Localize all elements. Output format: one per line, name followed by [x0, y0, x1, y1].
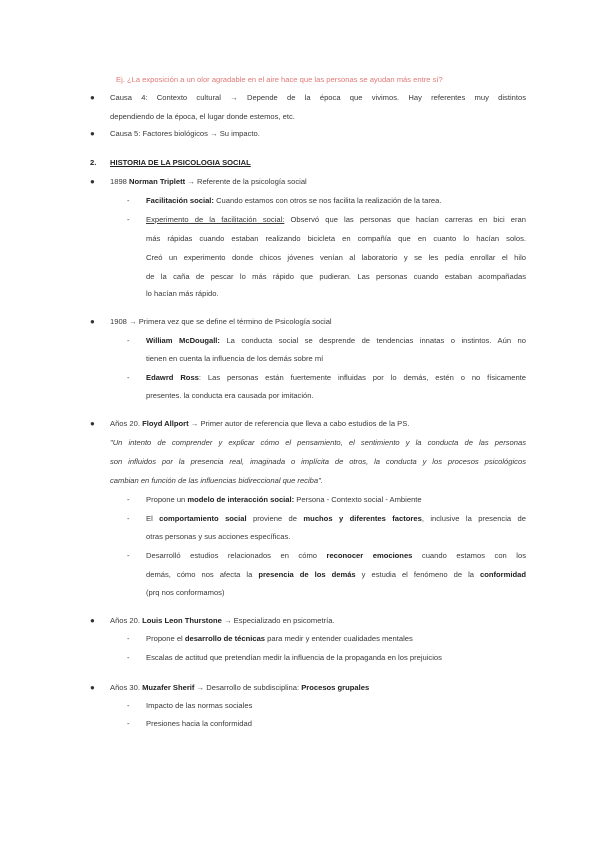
mcdougall-line2: tienen en cuenta la influencia de los demás sobre mí — [146, 354, 324, 363]
section-title: HISTORIA DE LA PSICOLOGIA SOCIAL — [110, 158, 251, 167]
sherif-prefix: Años 30. — [110, 683, 143, 692]
triplett-name: Norman Triplett — [129, 177, 186, 186]
cause4-text: Causa 4: Contexto cultural → Depende de la época que vivimos. Hay referentes muy distintos — [110, 93, 526, 102]
dash-icon: - — [127, 634, 130, 643]
ross-name: Edawrd Ross — [146, 373, 199, 382]
allport-item2-text: El — [146, 514, 160, 523]
experimento-line2: más rápidas cuando estaban realizando bicicleta en compañía que en cuanto lo hacían solos. — [146, 234, 526, 243]
allport-item2-line2: otras personas y sus acciones específicas. — [146, 532, 291, 541]
allport-item3-text2: demás, cómo nos afecta la — [146, 570, 259, 579]
bullet-icon: ● — [90, 683, 95, 692]
mcdougall-line1 — [146, 336, 526, 346]
facilitacion-text: Cuando estamos con otros se nos facilita la realización de la tarea. — [213, 196, 442, 205]
allport-item1-text: Propone un — [146, 495, 188, 504]
allport-item3-line1 — [146, 551, 526, 561]
triplett-year: 1898 — [110, 177, 127, 186]
bullet-icon: ● — [90, 616, 95, 625]
allport-item3-text: Desarrolló estudios relacionados en cómo — [146, 551, 327, 560]
thurstone-desc: → Especializado en psicometría. — [221, 616, 335, 625]
thurstone-item1-text: Propone el — [146, 634, 185, 643]
thurstone-item1 — [146, 634, 413, 644]
allport-item2-text2: proviene de — [246, 514, 304, 523]
bullet-icon: ● — [90, 177, 95, 186]
experimento-label: Experimento de la facilitación social: — [146, 215, 285, 224]
allport-item3-bold1: reconocer emociones — [326, 551, 413, 560]
allport-quote-line1: "Un intento de comprender y explicar cómo el pensamiento, el sentimiento y la conducta de las personas — [110, 438, 526, 447]
allport-item1-bold: modelo de interacción social: — [187, 495, 295, 504]
allport-name: Floyd Allport — [142, 419, 189, 428]
allport-item3-text3: y estudia el fenómeno de la — [355, 570, 480, 579]
allport-item3-rest: cuando estamos con los — [412, 551, 526, 560]
sherif-item1: Impacto de las normas sociales — [146, 701, 253, 710]
facilitacion-label: Facilitación social: — [146, 196, 214, 205]
allport-item3-bold3: conformidad — [480, 570, 526, 579]
dash-icon: - — [127, 495, 130, 504]
experimento-line1 — [146, 215, 526, 225]
dash-icon: - — [127, 196, 130, 205]
bullet-icon: ● — [90, 129, 95, 138]
thurstone-item1-rest: para medir y entender cualidades mentales — [265, 634, 413, 643]
triplett-desc: → Referente de la psicología social — [185, 177, 307, 186]
sherif-item2: Presiones hacia la conformidad — [146, 719, 252, 728]
allport-item3-bold2: presencia de los demás — [258, 570, 356, 579]
dash-icon: - — [127, 701, 130, 710]
allport-item2-bold1: comportamiento social — [159, 514, 247, 523]
allport-item1 — [146, 495, 422, 505]
bullet-icon: ● — [90, 419, 95, 428]
dash-icon: - — [127, 215, 130, 224]
allport-entry — [110, 419, 409, 429]
thurstone-entry — [110, 616, 335, 626]
dash-icon: - — [127, 719, 130, 728]
sherif-desc: → Desarrollo de subdisciplina: — [194, 683, 302, 692]
dash-icon: - — [127, 514, 130, 523]
experimento-line5: lo hacían más rápido. — [146, 289, 219, 298]
ross-line2: presentes. la conducta era causada por imitación. — [146, 391, 314, 400]
allport-item2-line1 — [146, 514, 526, 524]
sherif-entry — [110, 683, 369, 693]
thurstone-item2: Escalas de actitud que pretendían medir la influencia de la propaganda en los prejuicios — [146, 653, 442, 662]
experimento-line4: de la caña de pescar lo más rápido que pudieran. Las personas cuando estaban acompañadas — [146, 272, 526, 281]
allport-item2-rest: , inclusive la presencia de — [421, 514, 526, 523]
experimento-text: Observó que las personas que hacían carreras en bici eran — [284, 215, 526, 224]
sherif-sub: Procesos grupales — [301, 683, 370, 692]
allport-quote-line2: son influidos por la presencia real, imaginada o implícita de otros, la conducta y los procesos psicológicos — [110, 457, 526, 466]
ross-line1 — [146, 373, 526, 383]
allport-quote-line3: cambian en función de las influencias bidireccional que reciba". — [110, 476, 323, 485]
ross-text: : Las personas están fuertemente influidas por lo demás, estén o no físicamente — [198, 373, 526, 382]
mcdougall-name: William McDougall: — [146, 336, 220, 345]
bullet-icon: ● — [90, 93, 95, 102]
experimento-line3: Creó un experimento donde chicos jóvenes venían al laboratorio y se les pedía enrollar el hilo — [146, 253, 526, 262]
mcdougall-text: La conducta social se desprende de tendencias innatas o instintos. Aún no — [219, 336, 526, 345]
dash-icon: - — [127, 336, 130, 345]
dash-icon: - — [127, 653, 130, 662]
allport-prefix: Años 20. — [110, 419, 143, 428]
dash-icon: - — [127, 373, 130, 382]
dash-icon: - — [127, 551, 130, 560]
bullet-icon: ● — [90, 317, 95, 326]
section-number: 2. — [90, 158, 97, 167]
triplett-entry — [110, 177, 307, 187]
thurstone-prefix: Años 20. — [110, 616, 143, 625]
allport-desc: → Primer autor de referencia que lleva a cabo estudios de la PS. — [188, 419, 410, 428]
allport-item3-line2 — [146, 570, 526, 580]
sherif-name: Muzafer Sherif — [142, 683, 195, 692]
y1908-entry: 1908 → Primera vez que se define el término de Psicología social — [110, 317, 332, 326]
allport-item1-rest: Persona - Contexto social - Ambiente — [294, 495, 422, 504]
cause4-text-cont: dependiendo de la época, el lugar donde estemos, etc. — [110, 112, 295, 121]
allport-item2-bold2: muchos y diferentes factores — [303, 514, 422, 523]
thurstone-name: Louis Leon Thurstone — [142, 616, 222, 625]
allport-item3-line3: (prq nos conformamos) — [146, 588, 225, 597]
cause5-text: Causa 5: Factores biológicos → Su impacto. — [110, 129, 260, 138]
example-question: Ej. ¿La exposición a un olor agradable en el aire hace que las personas se ayudan más entre sí? — [116, 75, 443, 84]
facilitacion-social — [146, 196, 441, 206]
thurstone-item1-bold: desarrollo de técnicas — [184, 634, 266, 643]
